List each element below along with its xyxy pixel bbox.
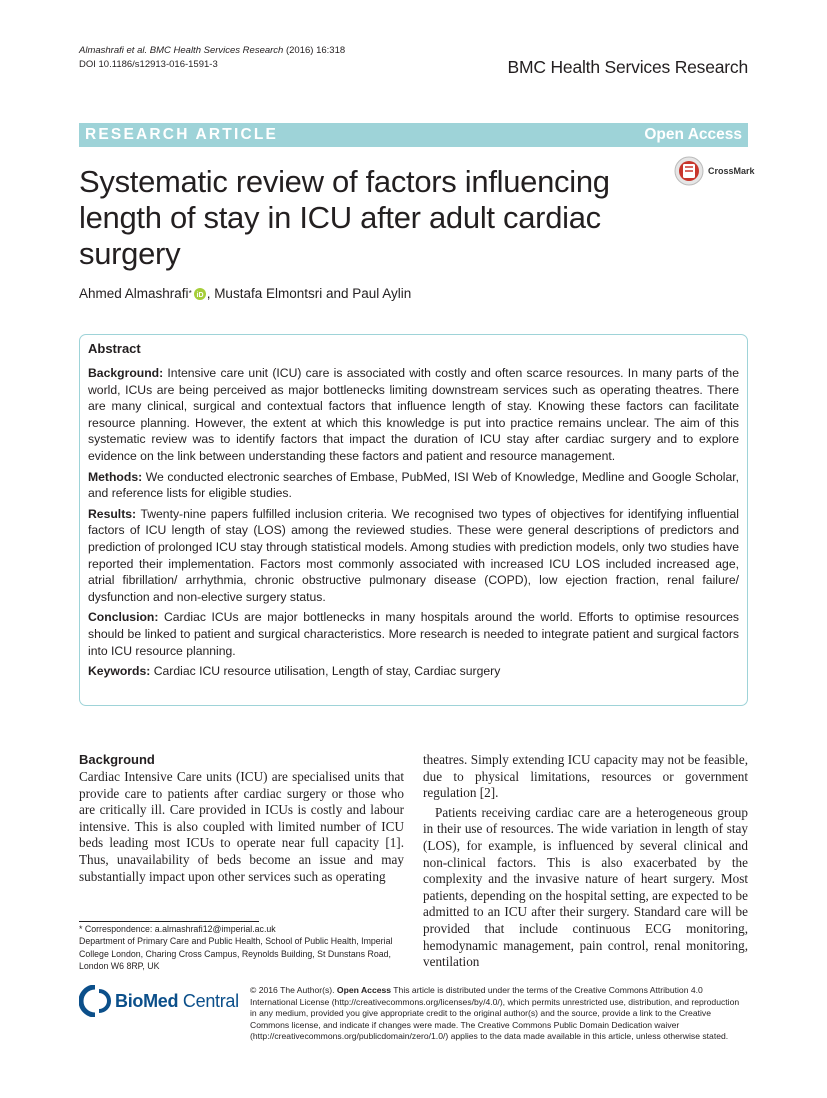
section-label: Methods:: [88, 469, 143, 484]
open-access-label: Open Access: [644, 126, 742, 143]
author-list: [79, 286, 411, 301]
body-column-left: [79, 751, 404, 885]
section-text: Cardiac ICU resource utilisation, Length of stay, Cardiac surgery: [150, 664, 501, 679]
section-heading-background: Background: [79, 752, 155, 767]
body-column-right: [423, 752, 748, 971]
orcid-icon[interactable]: [194, 288, 206, 300]
section-label: Keywords:: [88, 664, 151, 679]
correspondence: * Correspondence: a.almashrafi12@imperial.ac.uk: [79, 924, 276, 934]
citation-volume: (2016) 16:318: [285, 45, 346, 56]
author-first: Ahmed Almashrafi: [79, 286, 189, 301]
crossmark-badge[interactable]: [674, 156, 755, 186]
abstract-heading: Abstract: [88, 341, 141, 356]
abstract-background: [88, 365, 739, 465]
citation-authors: Almashrafi et al.: [79, 45, 148, 56]
section-text: We conducted electronic searches of Embase, PubMed, ISI Web of Knowledge, Medline and Google Scholar, and reference lists for eligible studies.: [88, 469, 739, 501]
logo-text-central: Central: [178, 990, 239, 1011]
citation-journal: BMC Health Services Research: [149, 45, 284, 56]
affiliation: Department of Primary Care and Public Health, School of Public Health, Imperial College London, Charing Cross Campus, Reynolds Building, St Dunstans Road, London W6 8RP, UK: [79, 936, 393, 972]
crossmark-icon: [674, 156, 704, 186]
article-type: RESEARCH ARTICLE: [85, 126, 279, 143]
body-paragraph: theatres. Simply extending ICU capacity may not be feasible, due to physical limitations, resources or government regulation [2].: [423, 752, 748, 801]
section-text: Intensive care unit (ICU) care is associated with costly and often scarce resources. In many parts of the world, ICUs are being perceived as major bottlenecks limiting downstream services such as operating theatres. There are many clinical, surgical and contextual factors that influence length of stay. Knowing these factors can facilitate resource planning. However, the extent at which this knowledge is put into practice remains unclear. The aim of this systematic review was to identify factors that impact the duration of ICU stay after cardiac surgery and to explore evidence on the link between understanding these factors and patient and resource management.: [88, 366, 739, 463]
section-text: Twenty-nine papers fulfilled inclusion criteria. We recognised two types of objectives for identifying influential factors of ICU length of stay (LOS) among the reviewed studies. These were general descriptions of predictors and prediction of prolonged ICU stay through statistical models. Among studies with prediction models, only two studies have reported their implementation. Factors most commonly associated with increased ICU LOS included increased age, atrial fibrillation/ arrhythmia, chronic obstructive pulmonary disease (COPD), low ejection fraction, renal failure/ dysfunction and non-elective surgery status.: [88, 506, 739, 604]
section-label: Conclusion:: [88, 610, 159, 625]
citation-block: [79, 44, 345, 72]
footnote: [79, 923, 399, 973]
article-type-banner: [79, 123, 748, 147]
journal-name: BMC Health Services Research: [507, 57, 748, 77]
author-rest: , Mustafa Elmontsri and Paul Aylin: [206, 286, 412, 301]
publisher-logo: [79, 985, 239, 1017]
section-label: Background:: [88, 366, 164, 380]
footnote-divider: [79, 921, 259, 922]
abstract-conclusion: [88, 609, 739, 659]
section-text: Cardiac ICUs are major bottlenecks in many hospitals around the world. Efforts to optimise resources should be linked to patient and surgical characteristics. More research is needed to integrate patient and surgical factors into ICU resource planning.: [88, 610, 739, 658]
logo-text-biomed: BioMed: [115, 990, 179, 1011]
crossmark-label: CrossMark: [708, 166, 755, 176]
article-title: Systematic review of factors influencing length of stay in ICU after adult cardiac surgery: [79, 164, 610, 271]
section-label: Results:: [88, 506, 137, 521]
svg-text:iD: iD: [196, 291, 204, 299]
license-prefix: © 2016 The Author(s).: [250, 985, 335, 995]
body-paragraph: Cardiac Intensive Care units (ICU) are specialised units that provide care to patients after cardiac surgery or those who are critically ill. Care provided in ICUs is costly and labour intensive. This is also coupled with limited number of ICU beds leading most ICUs to operate near full capacity [1]. Thus, unavailability of beds become an issue and may substantially impact upon other services such as operating: [79, 769, 404, 884]
body-paragraph: Patients receiving cardiac care are a heterogeneous group in their use of resources. The wide variation in length of stay (LOS), for example, is influenced by several clinical and non-clinical factors. This is also exacerbated by the complexity and the invasive nature of heart surgery. Most patients, depending on the hospital setting, are expected to be admitted to an ICU after their surgery. Standard care will be provided that include continuous ECG monitoring, hemodynamic management, pain control, renal monitoring, ventilation: [423, 804, 748, 970]
doi: DOI 10.1186/s12913-016-1591-3: [79, 59, 218, 70]
license-open-access: Open Access: [336, 985, 392, 995]
abstract-methods: [88, 469, 739, 502]
abstract-keywords: [88, 663, 739, 680]
biomed-central-icon: [79, 985, 111, 1017]
corresponding-mark: *: [188, 289, 192, 298]
license-text: This article is distributed under the terms of the Creative Commons Attribution 4.0 International License (http://creativecommons.org/licenses/by/4.0/), which permits unrestricted use, distribution, and reproduction in any medium, provided you give appropriate credit to the original author(s) and the source, provide a link to the Creative Commons license, and indicate if changes were made. The Creative Commons Public Domain Dedication waiver (http://creativecommons.org/publicdomain/zero/1.0/) applies to the data made available in this article, unless otherwise stated.: [250, 985, 740, 1042]
abstract-box: [79, 334, 748, 706]
abstract-results: [88, 506, 739, 606]
license-statement: [250, 985, 748, 1043]
